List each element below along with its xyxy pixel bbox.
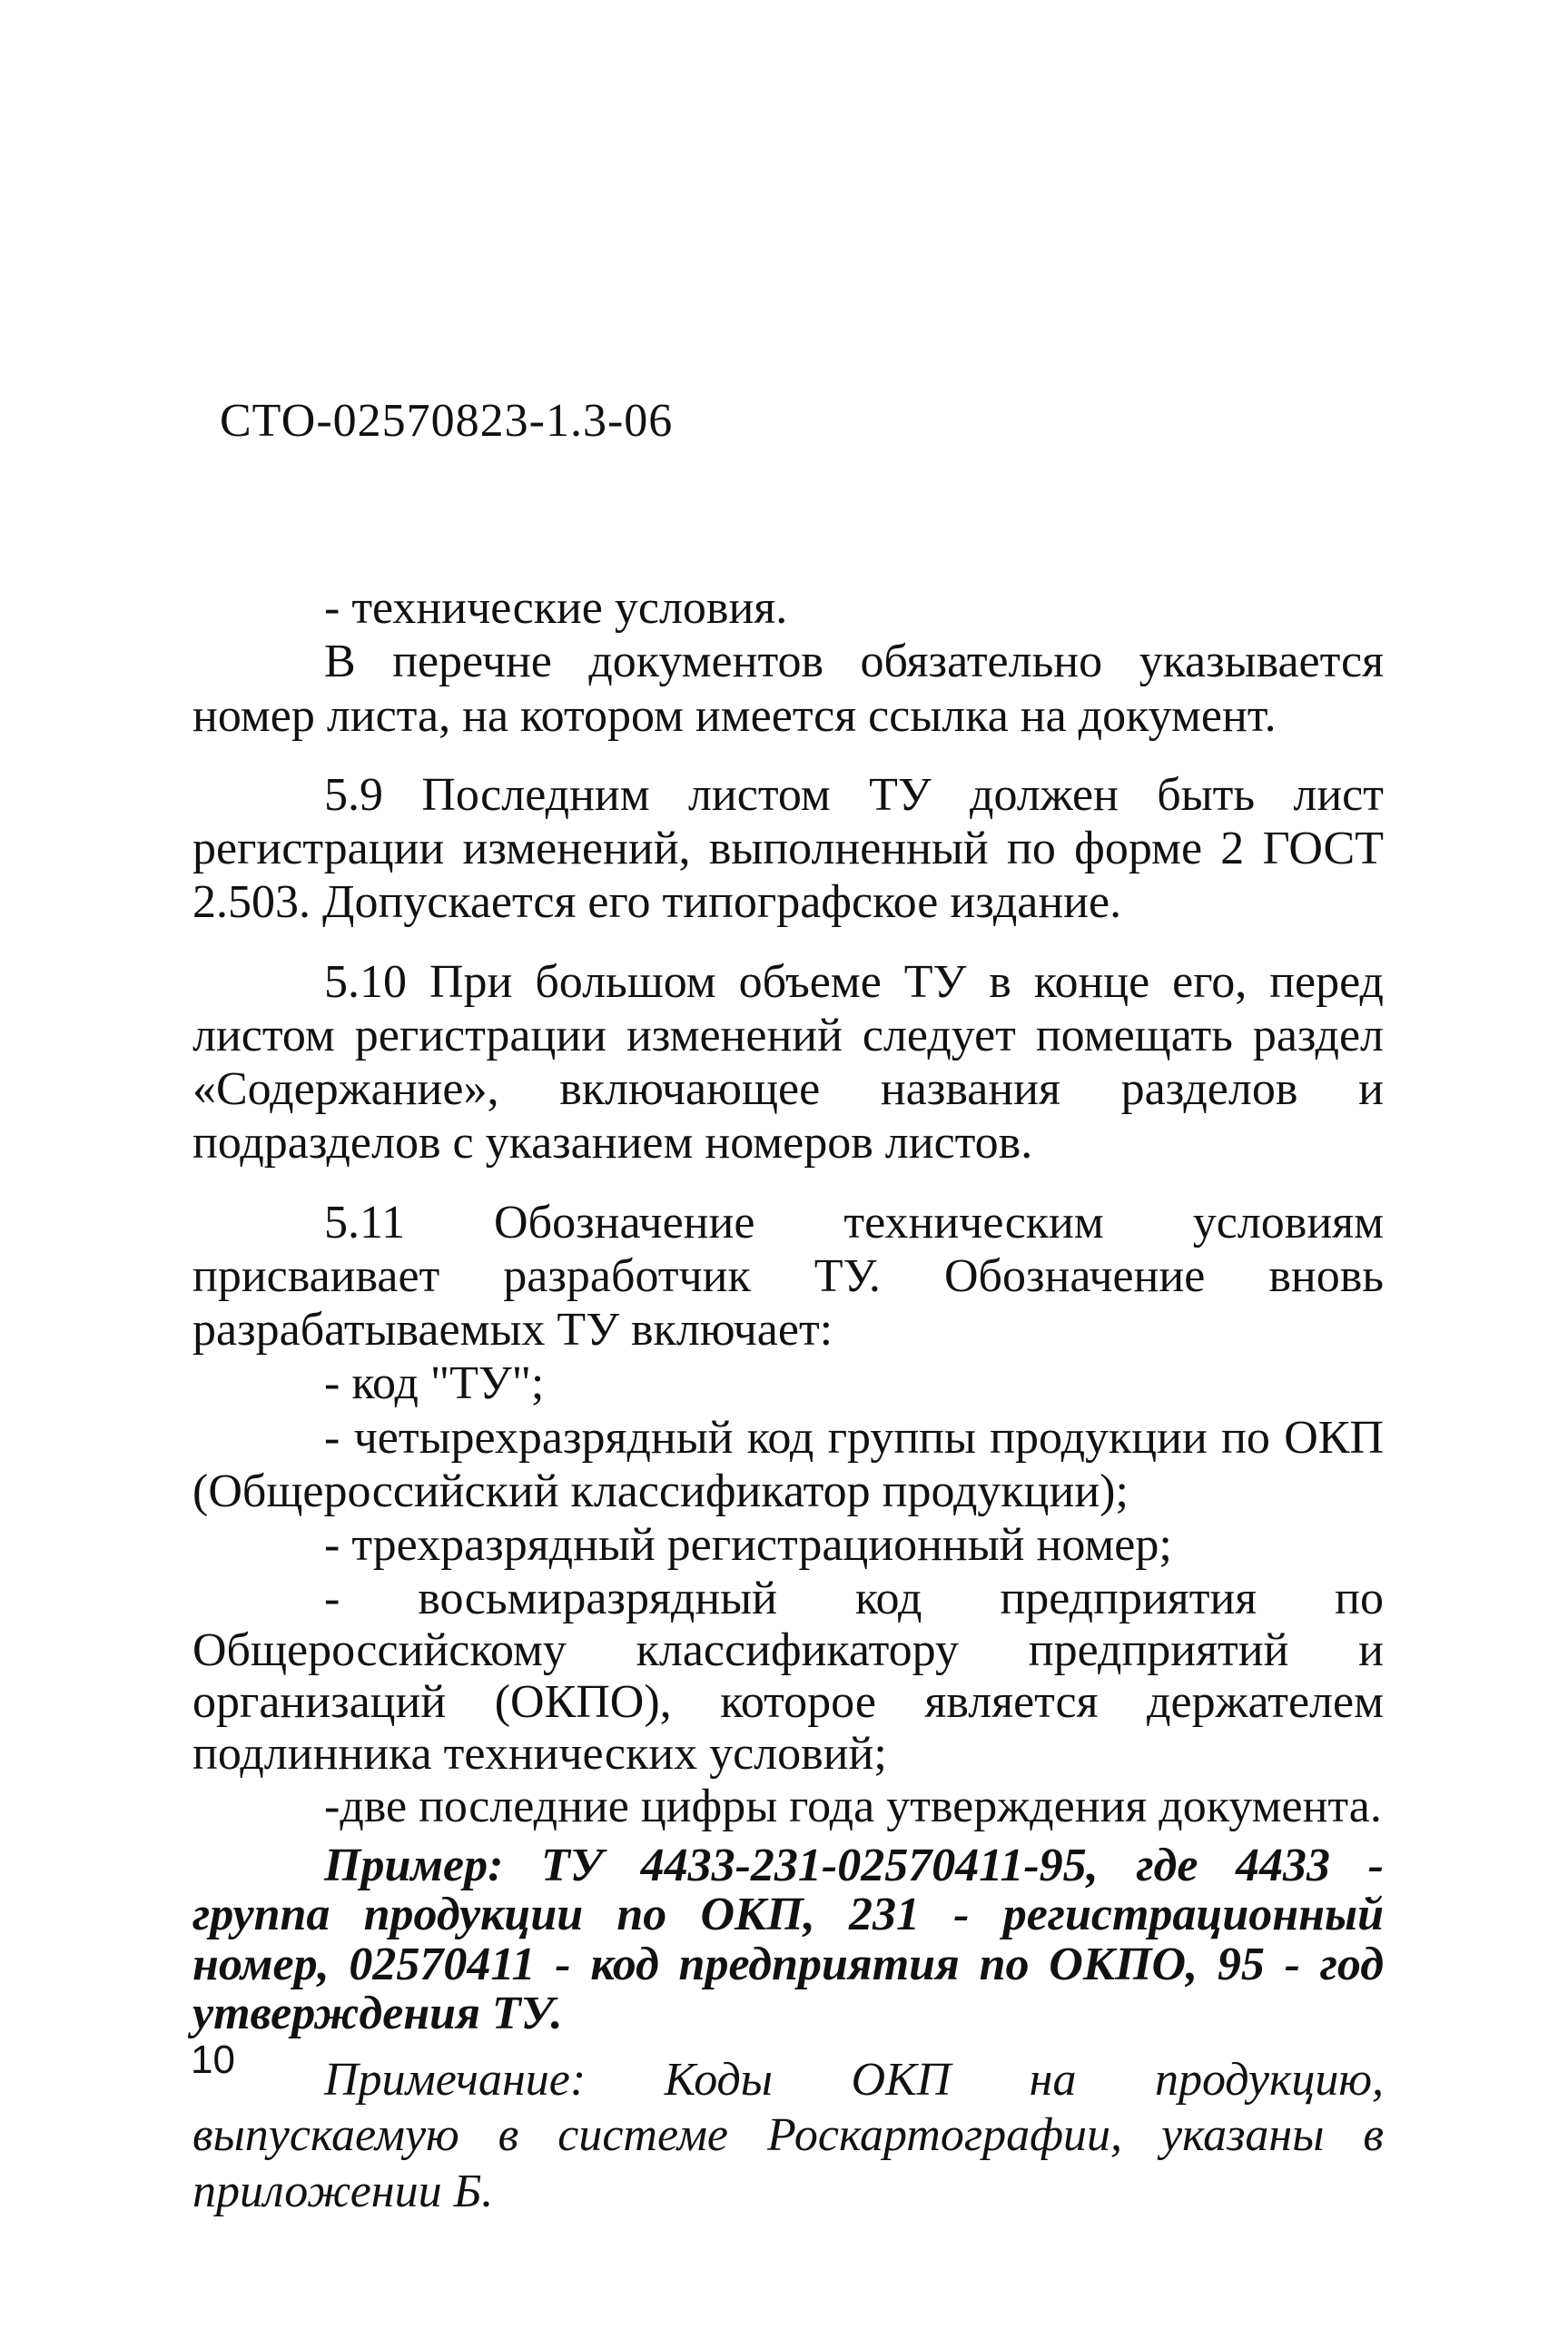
paragraph-5-9: 5.9 Последним листом ТУ должен быть лист регистрации изменений, выполненный по форме 2 ГОСТ 2.503. Допускается его типографское издание. (192, 768, 1384, 929)
list-item-group-code: - четырехразрядный код группы продукции по ОКП (Общероссийский классификатор продукции); (192, 1411, 1384, 1517)
list-item-year: -две последние цифры года утверждения документа. (324, 1781, 1382, 1833)
paragraph-documents-list: В перечне документов обязательно указывается номер листа, на котором имеется ссылка на документ. (192, 636, 1384, 742)
document-code: СТО-02570823-1.3-06 (220, 395, 674, 447)
list-item-enterprise-code: - восьмиразрядный код предприятия по Общероссийскому классификатору предприятий и организаций (ОКПО), которое является держателем подлинника технических условий; (192, 1572, 1384, 1781)
remark-note: Примечание: Коды ОКП на продукцию, выпускаемую в системе Роскартографии, указаны в приложении Б. (192, 2053, 1384, 2217)
example-note: Пример: ТУ 4433-231-02570411-95, где 4433 - группа продукции по ОКП, 231 - регистрационный номер, 02570411 - код предприятия по ОКПО, 95 - год утверждения ТУ. (192, 1839, 1384, 2040)
list-item-registration-number: - трехразрядный регистрационный номер; (324, 1519, 1172, 1572)
page-body (192, 581, 1384, 2219)
paragraph-5-11: 5.11 Обозначение техническим условиям присваивает разработчик ТУ. Обозначение вновь разрабатываемых ТУ включает: (192, 1196, 1384, 1357)
page-number: 10 (191, 2038, 235, 2082)
paragraph-5-10: 5.10 При большом объеме ТУ в конце его, перед листом регистрации изменений следует помещать раздел «Содержание», включающее названия разделов и подразделов с указанием номеров листов. (192, 955, 1384, 1169)
paragraph-list-end: - технические условия. (324, 582, 788, 634)
list-item-code: - код "ТУ"; (324, 1357, 545, 1410)
